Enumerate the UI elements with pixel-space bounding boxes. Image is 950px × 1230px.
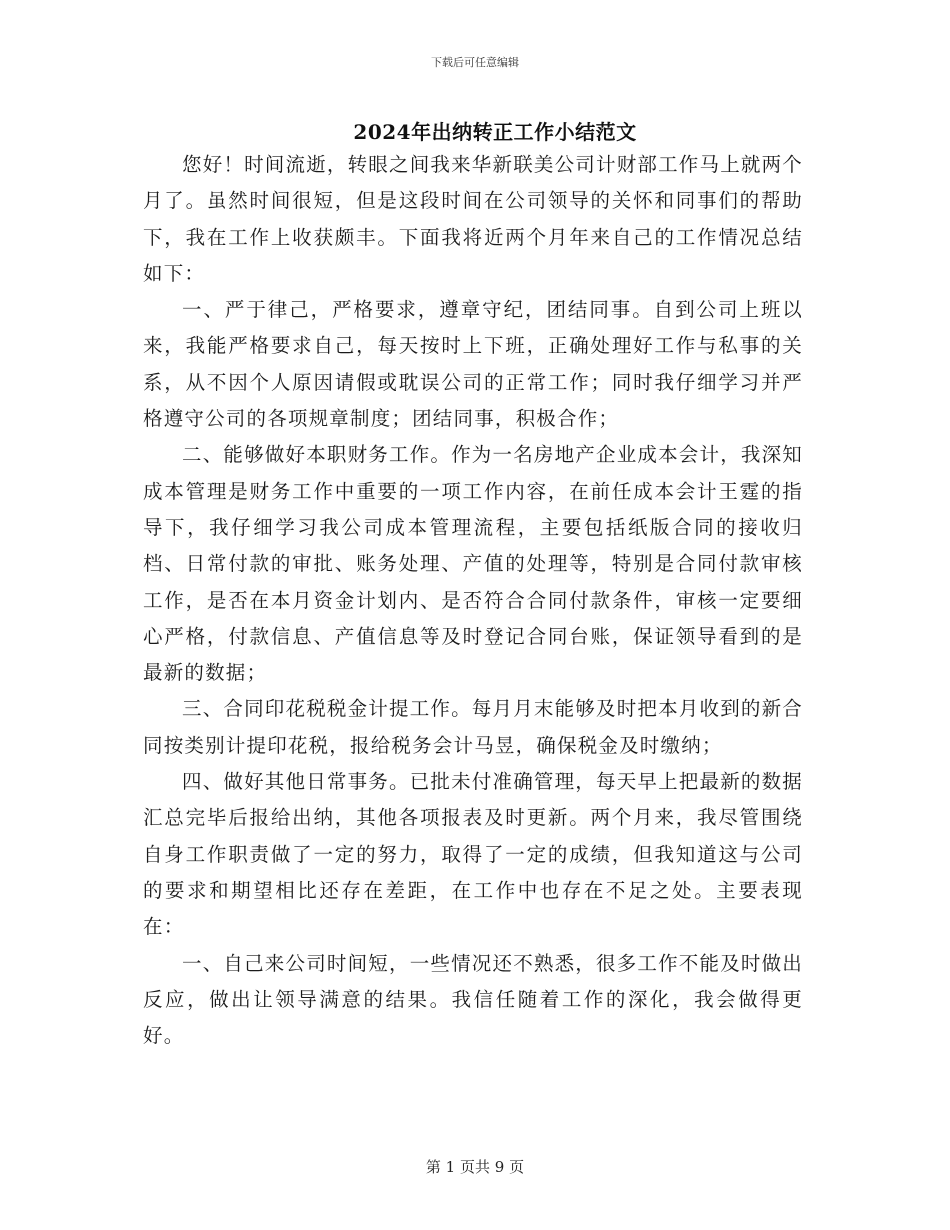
paragraph-shortcoming-1: 一、自己来公司时间短，一些情况还不熟悉，很多工作不能及时做出反应，做出让领导满意的结果。我信任随着工作的深化，我会做得更好。 bbox=[143, 951, 804, 1048]
document-title: 2024年出纳转正工作小结范文 bbox=[353, 120, 637, 144]
paragraph-intro: 您好！时间流逝，转眼之间我来华新联美公司计财部工作马上就两个月了。虽然时间很短，但是这段时间在公司领导的关怀和同事们的帮助下，我在工作上收获颇丰。下面我将近两个月年来自己的工作情况总结如下： bbox=[143, 153, 804, 285]
paragraph-point-4: 四、做好其他日常事务。已批未付准确管理，每天早上把最新的数据汇总完毕后报给出纳，其他各项报表及时更新。两个月来，我尽管围绕自身工作职责做了一定的努力，取得了一定的成绩，但我知道这与公司的要求和期望相比还存在差距，在工作中也存在不足之处。主要表现在： bbox=[143, 770, 804, 939]
paragraph-point-3: 三、合同印花税税金计提工作。每月月末能够及时把本月收到的新合同按类别计提印花税，报给税务会计马昱，确保税金及时缴纳； bbox=[143, 697, 804, 757]
document-body bbox=[143, 147, 803, 1054]
header-note: 下载后可任意编辑 bbox=[431, 56, 519, 69]
page-number: 第 1 页共 9 页 bbox=[425, 1158, 525, 1176]
paragraph-point-2: 二、能够做好本职财务工作。作为一名房地产企业成本会计，我深知成本管理是财务工作中重要的一项工作内容，在前任成本会计王霆的指导下，我仔细学习我公司成本管理流程，主要包括纸版合同的接收归档、日常付款的审批、账务处理、产值的处理等，特别是合同付款审核工作，是否在本月资金计划内、是否符合合同付款条件，审核一定要细心严格，付款信息、产值信息等及时登记合同台账，保证领导看到的是最新的数据； bbox=[143, 443, 804, 685]
paragraph-point-1: 一、严于律己，严格要求，遵章守纪，团结同事。自到公司上班以来，我能严格要求自己，每天按时上下班，正确处理好工作与私事的关系，从不因个人原因请假或耽误公司的正常工作；同时我仔细学习并严格遵守公司的各项规章制度；团结同事，积极合作； bbox=[143, 298, 803, 431]
